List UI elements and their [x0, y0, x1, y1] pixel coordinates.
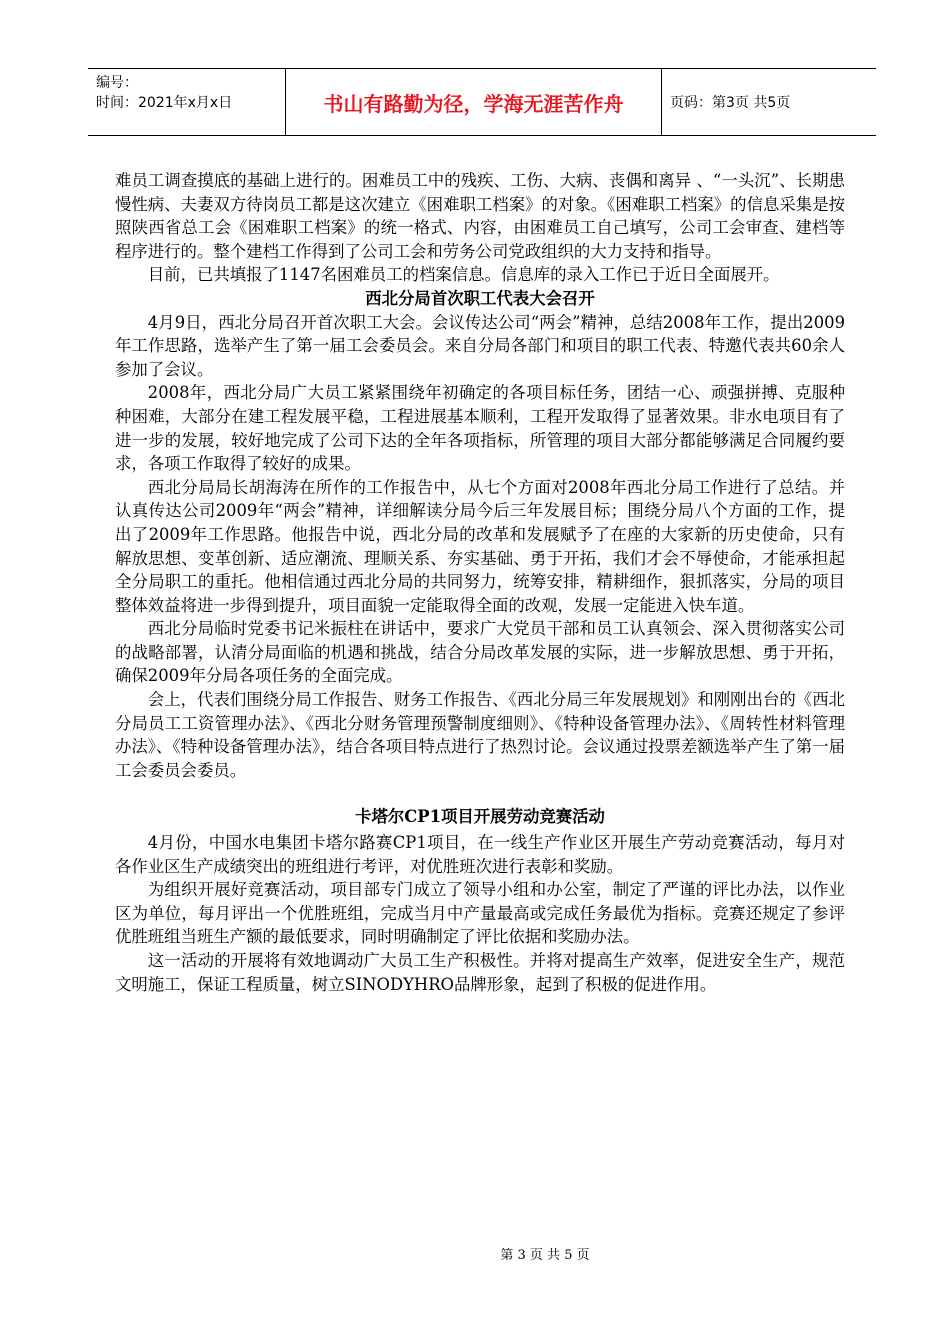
- header-motto: 书山有路勤为径，学海无涯苦作舟: [286, 69, 662, 135]
- document-number-label: 编号：: [96, 75, 138, 91]
- section-paragraph: 这一活动的开展将有效地调动广大员工生产积极性。并将对提高生产效率，促进安全生产，规范文明施工，保证工程质量，树立SINODYHRO品牌形象，起到了积极的促进作用。: [115, 951, 845, 994]
- section-paragraph: 2008年，西北分局广大员工紧紧围绕年初确定的各项目标任务，团结一心、顽强拼搏、克服种种困难，大部分在建工程发展平稳，工程进展基本顺利，工程开发取得了显著效果。非水电项目有了进一步的发展，较好地完成了公司下达的全年各项指标，所管理的项目大部分都能够满足合同履约要求，各项工作取得了较好的成果。: [115, 383, 845, 474]
- section-paragraph: 会上，代表们围绕分局工作报告、财务工作报告、《西北分局三年发展规划》和刚刚出台的《西北分局员工工资管理办法》、《西北分财务管理预警制度细则》、《特种设备管理办法》、《周转性材料管理办法》、《特种设备管理办法》，结合各项目特点进行了热烈讨论。会议通过投票差额选举产生了第一届工会委员会委员。: [115, 690, 845, 780]
- header-meta: [88, 69, 286, 135]
- section-paragraph: 4月9日，西北分局召开首次职工大会。会议传达公司“两会”精神，总结2008年工作，提出2009年工作思路，选举产生了第一届工会委员会。来自分局各部门和项目的职工代表、特邀代表共60余人参加了会议。: [115, 312, 845, 379]
- intro-paragraph: 目前，已共填报了1147名困难员工的档案信息。信息库的录入工作已于近日全面展开。: [147, 265, 780, 285]
- section-paragraph: 为组织开展好竞赛活动，项目部专门成立了领导小组和办公室，制定了严谨的评比办法，以作业区为单位，每月评出一个优胜班组，完成当月中产量最高或完成任务最优为指标。竞赛还规定了参评优胜班组当班生产额的最低要求，同时明确制定了评比依据和奖励办法。: [115, 880, 845, 947]
- section-title: 西北分局首次职工代表大会召开: [365, 288, 595, 308]
- section-paragraph: 4月份，中国水电集团卡塔尔路赛CP1项目，在一线生产作业区开展生产劳动竞赛活动，每月对各作业区生产成绩突出的班组进行考评，对优胜班次进行表彰和奖励。: [115, 833, 845, 876]
- header-page-number: 页码：第3页 共5页: [670, 95, 791, 111]
- page-header: [88, 68, 876, 136]
- document-body: [115, 169, 845, 996]
- section-title: 卡塔尔CP1项目开展劳动竞赛活动: [355, 807, 605, 827]
- page-footer: 第 3 页 共 5 页: [500, 1248, 590, 1263]
- document-time-label: 时间：2021年x月x日: [96, 95, 233, 111]
- intro-paragraph: 难员工调查摸底的基础上进行的。困难员工中的残疾、工伤、大病、丧偶和离异 、“一头沉”、长期患慢性病、夫妻双方待岗员工都是这次建立《困难职工档案》的对象。《困难职工档案》的信息采集是按照陕西省总工会《困难职工档案》的统一格式、内容，由困难员工自己填写，公司工会审查、建档等程序进行的。整个建档工作得到了公司工会和劳务公司党政组织的大力支持和指导。: [115, 171, 845, 261]
- section-paragraph: 西北分局局长胡海涛在所作的工作报告中，从七个方面对2008年西北分局工作进行了总结。并认真传达公司2009年“两会”精神，详细解读分局今后三年发展目标；围绕分局八个方面的工作，提出了2009年工作思路。他报告中说，西北分局的改革和发展赋予了在座的大家新的历史使命，只有解放思想、变革创新、适应潮流、理顺关系、夯实基础、勇于开拓，我们才会不辱使命，才能承担起全分局职工的重托。他相信通过西北分局的共同努力，统筹安排，精耕细作，狠抓落实，分局的项目整体效益将进一步得到提升，项目面貌一定能取得全面的改观，发展一定能进入快车道。: [115, 477, 845, 615]
- section-paragraph: 西北分局临时党委书记米振柱在讲话中，要求广大党员干部和员工认真领会、深入贯彻落实公司的战略部署，认清分局面临的机遇和挑战，结合分局改革发展的实际，进一步解放思想、勇于开拓，确保2009年分局各项任务的全面完成。: [115, 619, 845, 686]
